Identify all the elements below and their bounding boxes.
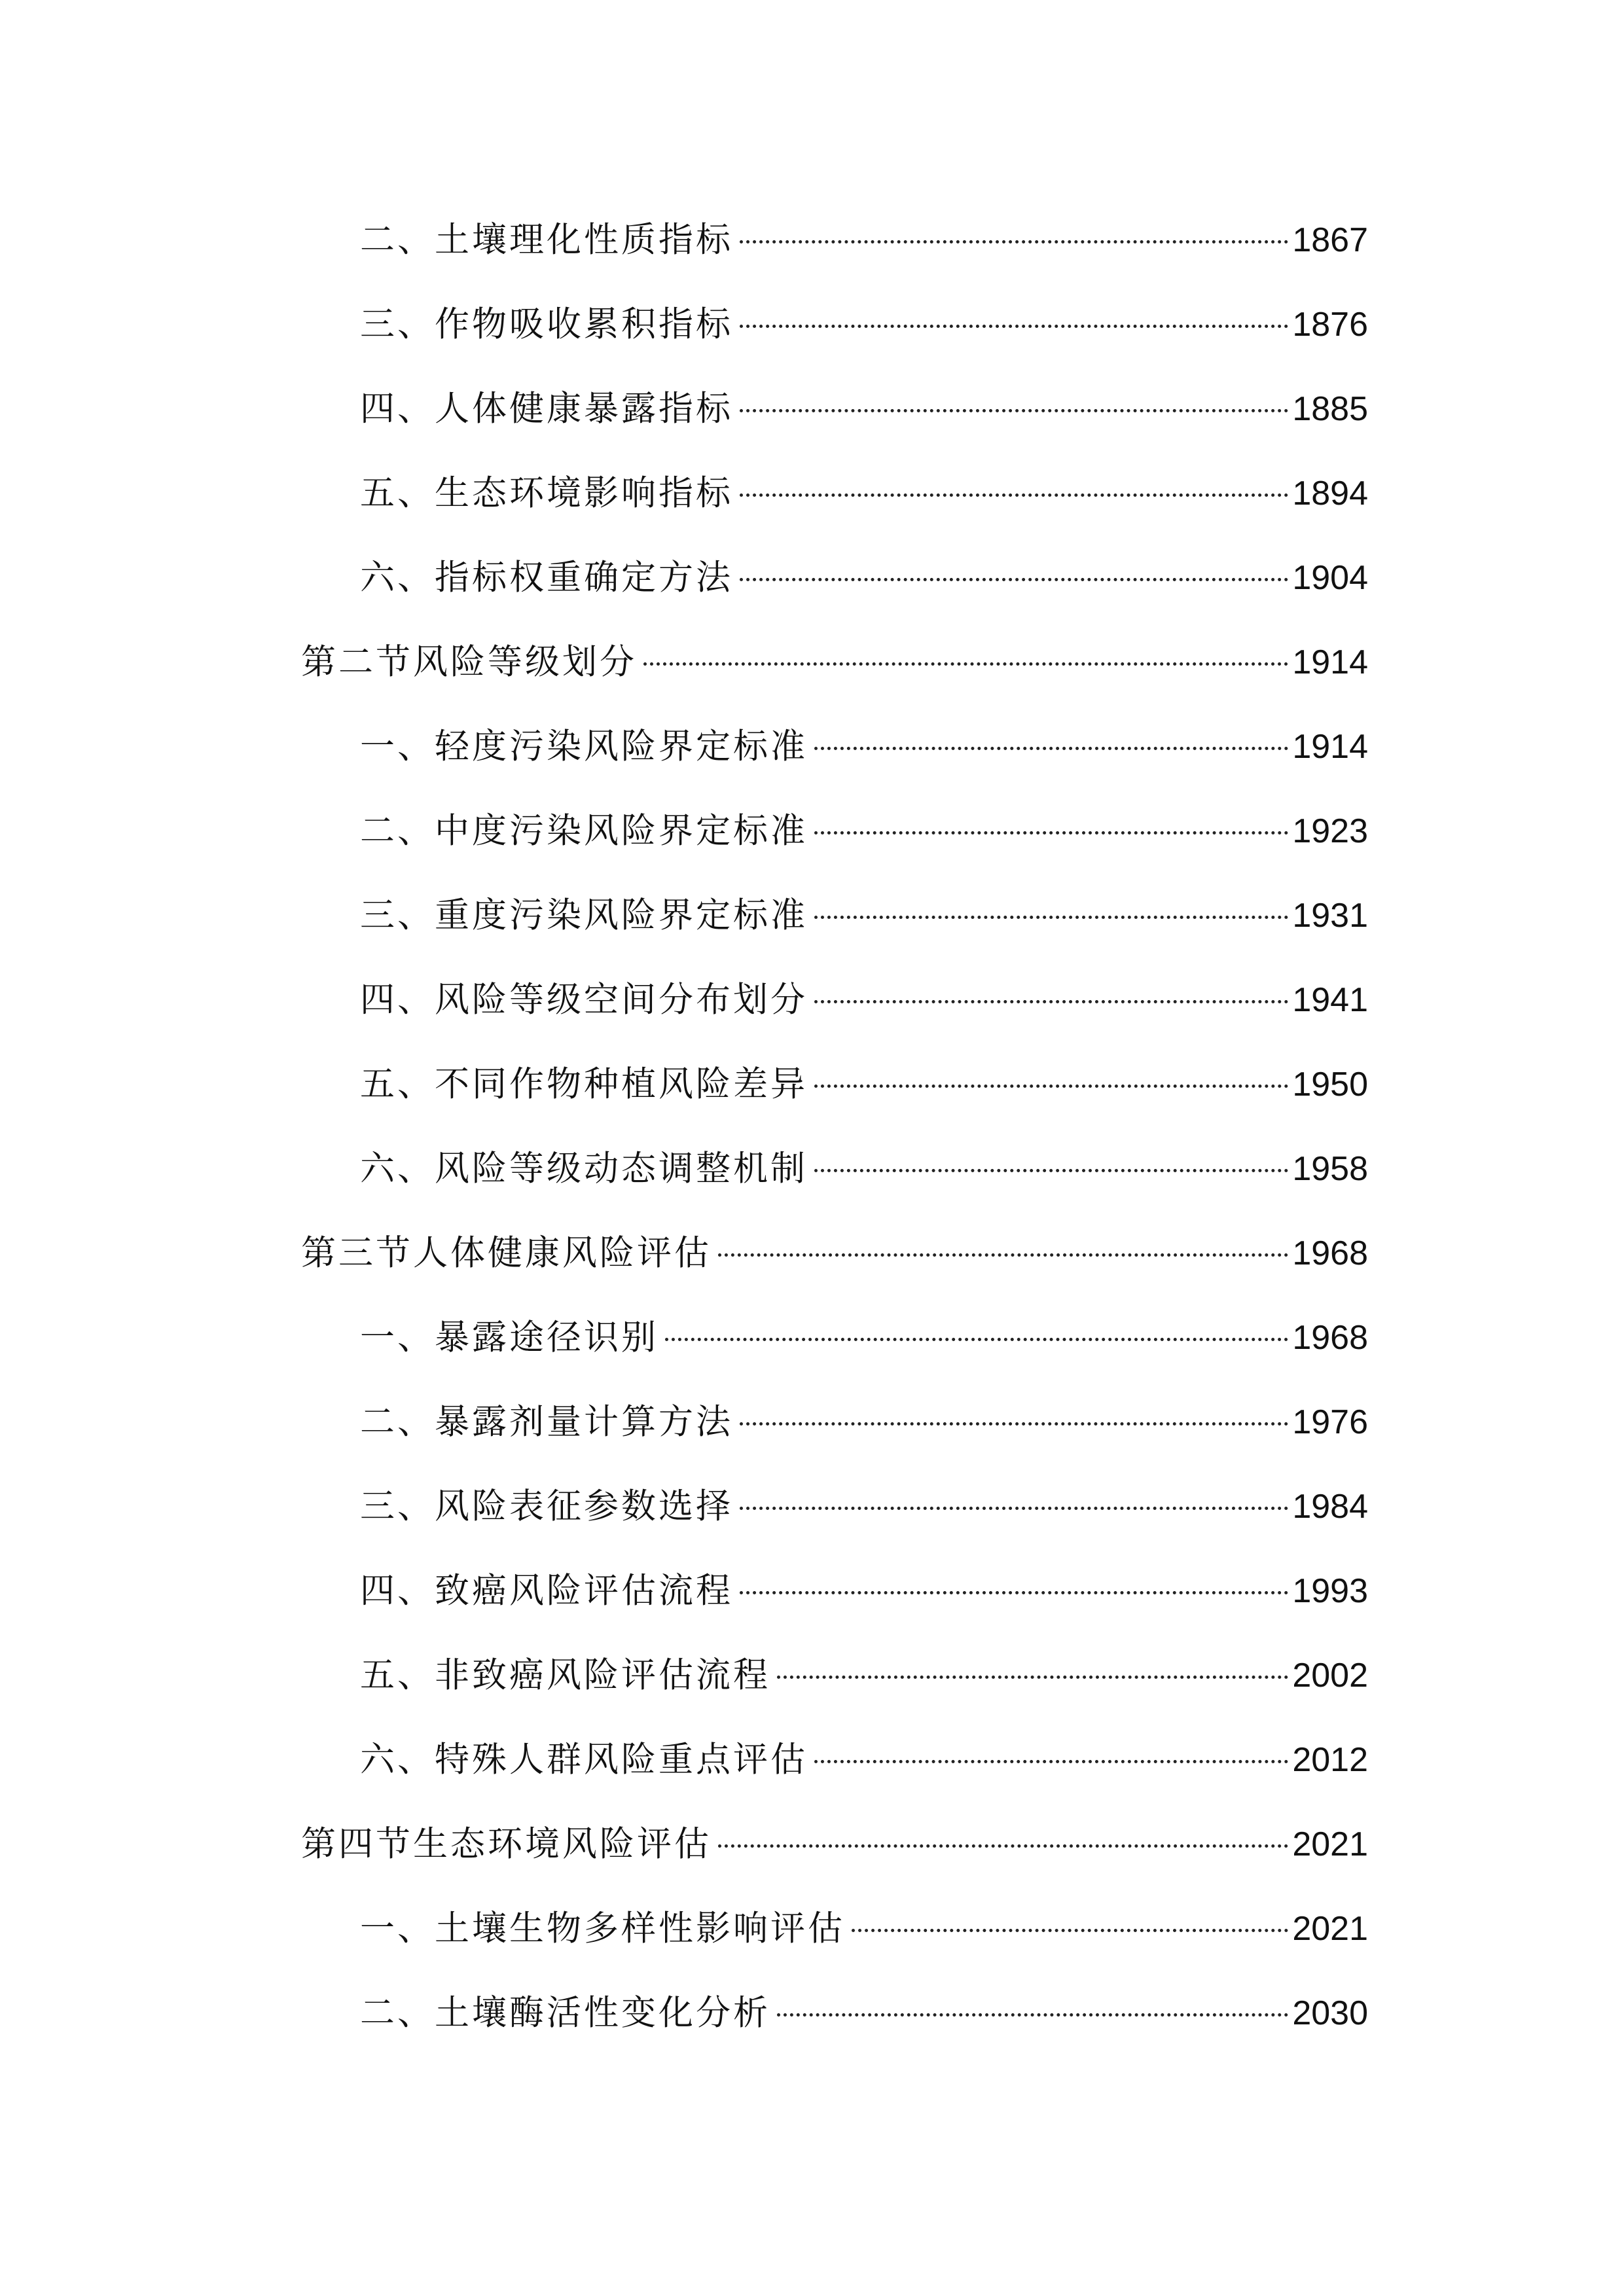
- toc-entry-page: 2021: [1292, 1910, 1368, 1948]
- toc-entry-title: 六、特殊人群风险重点评估: [360, 1740, 808, 1780]
- toc-entry-page: 1904: [1292, 559, 1368, 597]
- toc-leader-dots: [740, 1507, 1288, 1510]
- toc-entry[interactable]: [360, 721, 1368, 773]
- toc-entry-page: 2030: [1292, 1994, 1368, 2032]
- toc-entry-title: 五、生态环境影响指标: [360, 473, 733, 513]
- toc-leader-dots: [740, 409, 1288, 412]
- toc-entry[interactable]: [360, 1734, 1368, 1786]
- toc-leader-dots: [643, 662, 1288, 666]
- toc-entry-page: 1885: [1292, 390, 1368, 428]
- toc-entry-page: 1976: [1292, 1403, 1368, 1441]
- toc-entry-page: 2012: [1292, 1741, 1368, 1779]
- toc-entry[interactable]: [360, 805, 1368, 857]
- toc-leader-dots: [814, 747, 1288, 750]
- toc-entry[interactable]: [360, 383, 1368, 435]
- toc-entry-page: 1993: [1292, 1572, 1368, 1610]
- toc-leader-dots: [740, 240, 1288, 243]
- toc-entry[interactable]: [360, 974, 1368, 1026]
- toc-leader-dots: [740, 578, 1288, 581]
- toc-entry-page: 1876: [1292, 306, 1368, 344]
- toc-entry-title: 五、非致癌风险评估流程: [360, 1655, 770, 1695]
- toc-leader-dots: [740, 325, 1288, 328]
- toc-leader-dots: [718, 1253, 1288, 1257]
- toc-leader-dots: [814, 1000, 1288, 1003]
- toc-entry-title: 四、风险等级空间分布划分: [360, 980, 808, 1020]
- toc-entry-page: 1923: [1292, 812, 1368, 850]
- toc-entry-title: 五、不同作物种植风险差异: [360, 1064, 808, 1104]
- toc-leader-dots: [777, 2013, 1288, 2017]
- toc-entry-page: 1894: [1292, 475, 1368, 512]
- toc-entry-title: 第二节风险等级划分: [301, 642, 637, 682]
- toc-leader-dots: [740, 1591, 1288, 1594]
- toc-entry-page: 2002: [1292, 1657, 1368, 1695]
- toc-entry-title: 三、重度污染风险界定标准: [360, 895, 808, 935]
- toc-entry[interactable]: [360, 214, 1368, 266]
- toc-entry-page: 1958: [1292, 1150, 1368, 1188]
- toc-leader-dots: [814, 916, 1288, 919]
- toc-leader-dots: [852, 1929, 1288, 1932]
- toc-entry-title: 二、土壤酶活性变化分析: [360, 1993, 770, 2033]
- toc-entry[interactable]: [360, 1649, 1368, 1702]
- toc-entry-title: 二、土壤理化性质指标: [360, 220, 733, 260]
- toc-entry-page: 1867: [1292, 221, 1368, 259]
- toc-entry[interactable]: [360, 298, 1368, 351]
- toc-entry[interactable]: [360, 1312, 1368, 1364]
- toc-entry-title: 六、风险等级动态调整机制: [360, 1149, 808, 1189]
- toc-entry-page: 1941: [1292, 981, 1368, 1019]
- toc-entry-page: 1950: [1292, 1066, 1368, 1103]
- toc-entry-page: 1968: [1292, 1234, 1368, 1272]
- toc-entry-title: 四、致癌风险评估流程: [360, 1571, 733, 1611]
- toc-leader-dots: [665, 1338, 1288, 1341]
- toc-entry-title: 二、中度污染风险界定标准: [360, 811, 808, 851]
- toc-entry-page: 2021: [1292, 1825, 1368, 1863]
- toc-entry[interactable]: [360, 1480, 1368, 1533]
- toc-entry-title: 第四节生态环境风险评估: [301, 1824, 712, 1864]
- toc-entry-page: 1914: [1292, 643, 1368, 681]
- toc-entry[interactable]: [360, 1903, 1368, 1955]
- toc-entry[interactable]: [360, 552, 1368, 604]
- toc-leader-dots: [814, 831, 1288, 834]
- toc-leader-dots: [740, 1422, 1288, 1426]
- toc-entry[interactable]: [360, 1565, 1368, 1617]
- toc-leader-dots: [777, 1676, 1288, 1679]
- toc-entry-title: 六、指标权重确定方法: [360, 558, 733, 598]
- toc-entry-title: 三、风险表征参数选择: [360, 1486, 733, 1526]
- toc-entry-title: 三、作物吸收累积指标: [360, 304, 733, 344]
- toc-section-entry[interactable]: [301, 1818, 1368, 1871]
- toc-entry[interactable]: [360, 1396, 1368, 1448]
- toc-section-entry[interactable]: [301, 636, 1368, 689]
- toc-leader-dots: [814, 1760, 1288, 1763]
- toc-section-entry[interactable]: [301, 1227, 1368, 1280]
- toc-entry-title: 一、土壤生物多样性影响评估: [360, 1909, 845, 1948]
- toc-entry[interactable]: [360, 1058, 1368, 1111]
- toc-entry[interactable]: [360, 1987, 1368, 2039]
- toc-entry-page: 1984: [1292, 1488, 1368, 1526]
- toc-entry-title: 第三节人体健康风险评估: [301, 1233, 712, 1273]
- toc-leader-dots: [814, 1085, 1288, 1088]
- toc-entry-title: 一、暴露途径识别: [360, 1318, 659, 1357]
- toc-entry-page: 1968: [1292, 1319, 1368, 1357]
- toc-entry[interactable]: [360, 889, 1368, 942]
- toc-entry-title: 四、人体健康暴露指标: [360, 389, 733, 429]
- toc-entry[interactable]: [360, 1143, 1368, 1195]
- toc-leader-dots: [718, 1844, 1288, 1848]
- toc-leader-dots: [740, 493, 1288, 497]
- toc-leader-dots: [814, 1169, 1288, 1172]
- toc-entry-page: 1931: [1292, 897, 1368, 935]
- toc-entry-title: 一、轻度污染风险界定标准: [360, 726, 808, 766]
- toc-entry[interactable]: [360, 467, 1368, 520]
- toc-entry-page: 1914: [1292, 728, 1368, 766]
- toc-entry-title: 二、暴露剂量计算方法: [360, 1402, 733, 1442]
